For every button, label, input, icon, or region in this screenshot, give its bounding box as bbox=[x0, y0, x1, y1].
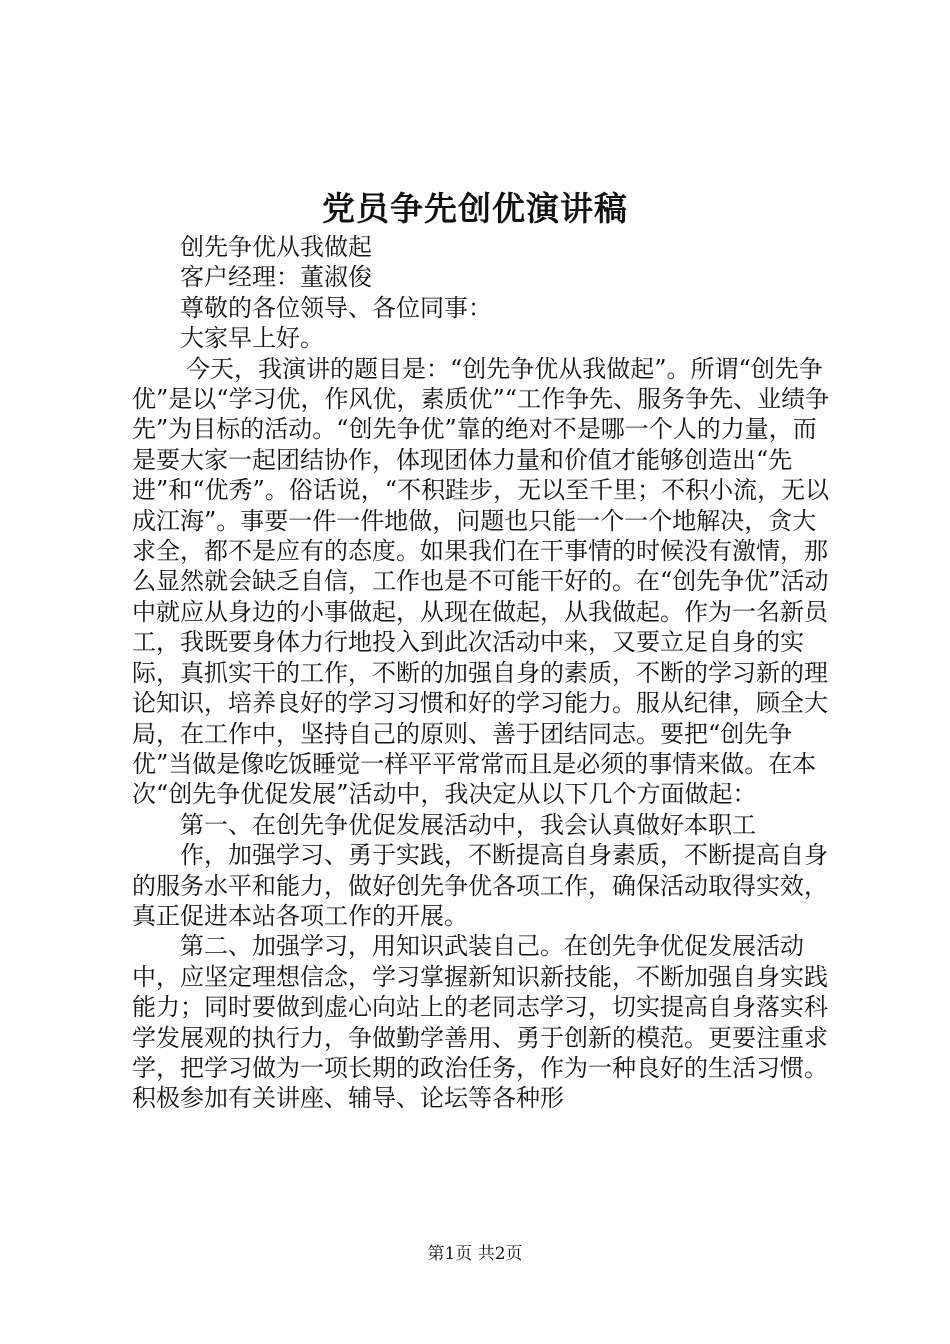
document-title: 党员争先创优演讲稿 bbox=[322, 189, 628, 228]
body-paragraph-second: 第二、加强学习，用知识武装自己。在创先争优促发展活动中，应坚定理想信念，学习掌握新知识新技能，不断加强自身实践能力；同时要做到虚心向站上的老同志学习，切实提高自身落实科学发展观的执行力，争做勤学善用、勇于创新的模范。更要注重求学，把学习做为一项长期的政治任务，作为一种良好的生活习惯。积极参加有关讲座、辅导、论坛等各种形 bbox=[132, 932, 828, 1113]
document-body bbox=[132, 232, 836, 1114]
body-paragraph-first-heading: 第一、在创先争优促发展活动中，我会认真做好本职工 bbox=[180, 810, 756, 839]
greeting: 大家早上好。 bbox=[180, 324, 324, 353]
salutation: 尊敬的各位领导、各位同事： bbox=[180, 293, 492, 322]
body-paragraph-intro: 今天，我演讲的题目是：“创先争优从我做起”。所谓“创先争优”是以“学习优，作风优，素质优”“工作争先、服务争先、业绩争先”为目标的活动。“创先争优”靠的绝对不是哪一个人的力量，而是要大家一起团结协作，体现团体力量和价值才能够创造出“先进”和“优秀”。俗话说，“不积跬步，无以至千里；不积小流，无以成江海”。事要一件一件地做，问题也只能一个一个地解决，贪大求全，都不是应有的态度。如果我们在干事情的时候没有激情，那么显然就会缺乏自信，工作也是不可能干好的。在“创先争优”活动中就应从身边的小事做起，从现在做起，从我做起。作为一名新员工，我既要身体力行地投入到此次活动中来，又要立足自身的实际，真抓实干的工作，不断的加强自身的素质，不断的学习新的理论知识，培养良好的学习习惯和好的学习能力。服从纪律，顾全大局，在工作中，坚持自己的原则、善于团结同志。要把“创先争优”当做是像吃饭睡觉一样平平常常而且是必须的事情来做。在本次“创先争优促发展”活动中，我决定从以下几个方面做起： bbox=[132, 354, 830, 809]
speech-subtitle: 创先争优从我做起 bbox=[180, 233, 372, 261]
body-paragraph-first: 作，加强学习、勇于实践，不断提高自身素质，不断提高自身的服务水平和能力，做好创先争优各项工作，确保活动取得实效，真正促进本站各项工作的开展。 bbox=[132, 841, 828, 930]
speaker-line: 客户经理：董淑俊 bbox=[180, 263, 372, 292]
page-number-footer: 第1页 共2页 bbox=[427, 1244, 523, 1264]
